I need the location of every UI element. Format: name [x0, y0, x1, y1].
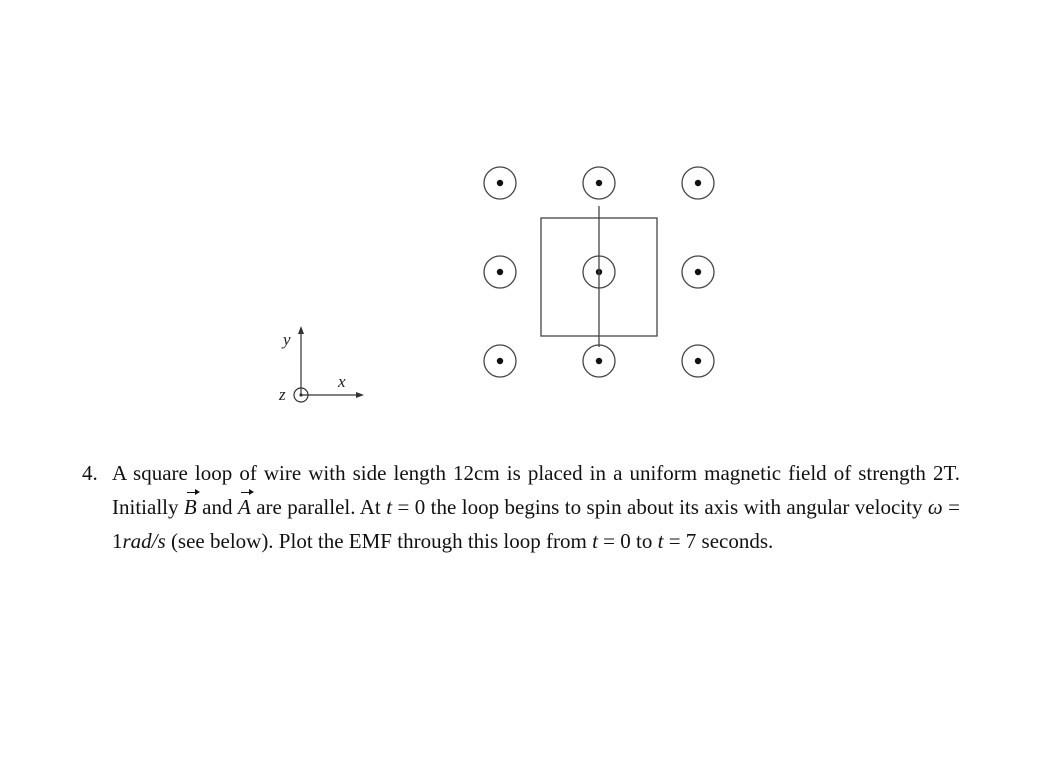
field-out-of-page-icon [682, 167, 714, 199]
math-t: t [657, 529, 664, 553]
text-segment: = 0 to [597, 529, 658, 553]
field-symbol-dot [497, 180, 503, 186]
field-symbol-dot [695, 180, 701, 186]
math-t: t [386, 495, 393, 519]
text-segment: = 0 the loop begins to spin about its axis with angular velocity [392, 495, 928, 519]
problem-statement [82, 456, 960, 558]
text-segment: = 1 [112, 495, 960, 553]
field-out-of-page-icon [484, 167, 516, 199]
field-symbol-dot [596, 180, 602, 186]
math-t: t [592, 529, 598, 553]
problem-text [112, 456, 960, 558]
coordinate-axes [278, 326, 364, 404]
text-segment: A square loop of wire with side length 12cm is placed in a uniform magnetic field of strength 2T. Initially [112, 461, 960, 519]
field-out-of-page-icon [484, 345, 516, 377]
field-symbol-dot [695, 269, 701, 275]
y-axis-label: y [283, 330, 291, 349]
field-out-of-page-icon [583, 167, 615, 199]
math-rad-per-s: rad/s [122, 529, 166, 553]
vector-b: B [184, 490, 197, 524]
text-segment: = 7 seconds. [663, 529, 774, 553]
field-symbol-dot [596, 358, 602, 364]
field-out-of-page-icon [484, 256, 516, 288]
problem-number: 4. [82, 461, 98, 485]
x-axis-label: x [338, 372, 346, 391]
z-axis-dot [299, 393, 302, 396]
text-segment: are parallel. At [250, 495, 387, 519]
field-symbol-dot [497, 269, 503, 275]
z-axis-label: z [279, 385, 286, 404]
x-axis-arrowhead [356, 392, 364, 398]
text-segment: and [196, 495, 238, 519]
vector-a: A [238, 490, 251, 524]
text-segment: (see below). Plot the EMF through this loop from [165, 529, 593, 553]
field-symbol-dot [695, 358, 701, 364]
field-out-of-page-icon [583, 345, 615, 377]
field-symbol-dot [497, 358, 503, 364]
field-out-of-page-icon [682, 345, 714, 377]
y-axis-arrowhead [298, 326, 304, 334]
field-out-of-page-icon [682, 256, 714, 288]
math-omega: ω [927, 495, 943, 519]
